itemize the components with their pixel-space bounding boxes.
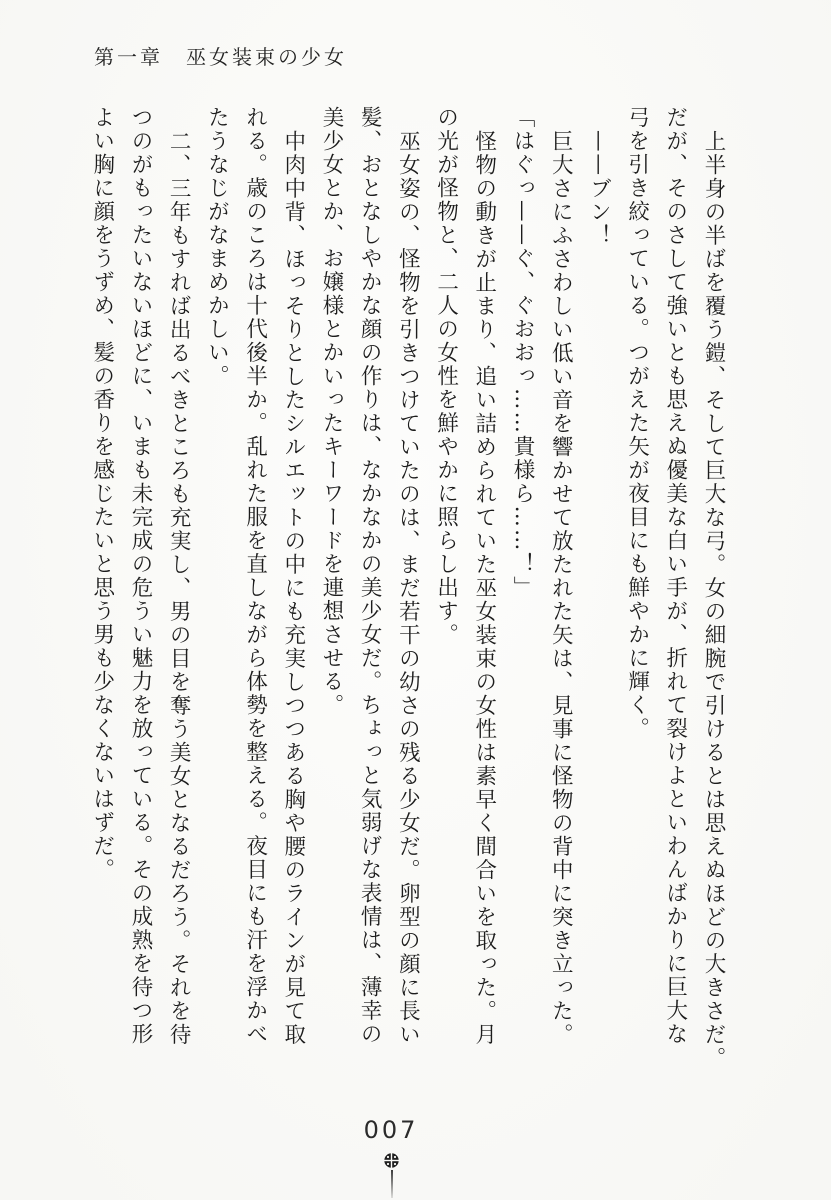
- text-line: 弓を引き絞っている。つがえた矢が夜目にも鮮やかに輝く。: [624, 106, 650, 741]
- text-line: 怪物の動きが止まり、追い詰められていた巫女装束の女性は素早く間合いを取った。月: [471, 129, 497, 1046]
- text-line: たうなじがなまめかしい。: [204, 106, 230, 388]
- text-line: 「はぐっ——ぐ、ぐおおっ……貴様ら……！」: [509, 106, 535, 600]
- text-line: 上半身の半ばを覆う鎧、そして巨大な弓。女の細腕で引けるとは思えぬほどの大きさだ。: [701, 129, 726, 1070]
- text-line: 巨大さにふさわしい低い音を響かせて放たれた矢は、見事に怪物の背中に突き立った。: [548, 129, 574, 1046]
- text-line: 二、三年もすれば出るべきところも充実し、男の目を奪う美女となるだろう。それを待: [166, 129, 192, 1046]
- text-line: 髪、おとなしやかな顔の作りは、なかなかの美少女だ。ちょっと気弱げな表情は、薄幸の: [357, 106, 383, 1046]
- registration-mark-icon: [383, 1152, 400, 1169]
- body-text: [83, 106, 732, 1101]
- text-line: よい胸に顔をうずめ、髪の香りを感じたいと思う男も少なくないはずだ。: [89, 106, 115, 882]
- text-line: 中肉中背、ほっそりとしたシルエットの中にも充実しつつある胸や腰のラインが見て取: [280, 129, 306, 1046]
- text-line: 巫女姿の、怪物を引きつけていたのは、まだ若干の幼さの残る少女だ。卵型の顔に長い: [395, 129, 421, 1046]
- text-line: ——ブン！: [586, 129, 612, 247]
- page-number: 007: [363, 1116, 419, 1144]
- registration-mark-stem: [391, 1170, 393, 1198]
- text-line: の光が怪物と、二人の女性を鮮やかに照らし出す。: [433, 106, 459, 647]
- chapter-header: 第一章 巫女装束の少女: [94, 45, 347, 69]
- text-line: 美少女とか、お嬢様とかいったキーワードを連想させる。: [318, 106, 344, 717]
- text-line: れる。歳のころは十代後半か。乱れた服を直しながら体勢を整える。夜目にも汗を浮かべ: [242, 106, 268, 1046]
- text-line: だが、そのさして強いとも思えぬ優美な白い手が、折れて裂けよといわんばかりに巨大な: [662, 106, 688, 1046]
- text-line: つのがもったいないほどに、いまも未完成の危うい魅力を放っている。その成熟を待つ形: [127, 106, 153, 1046]
